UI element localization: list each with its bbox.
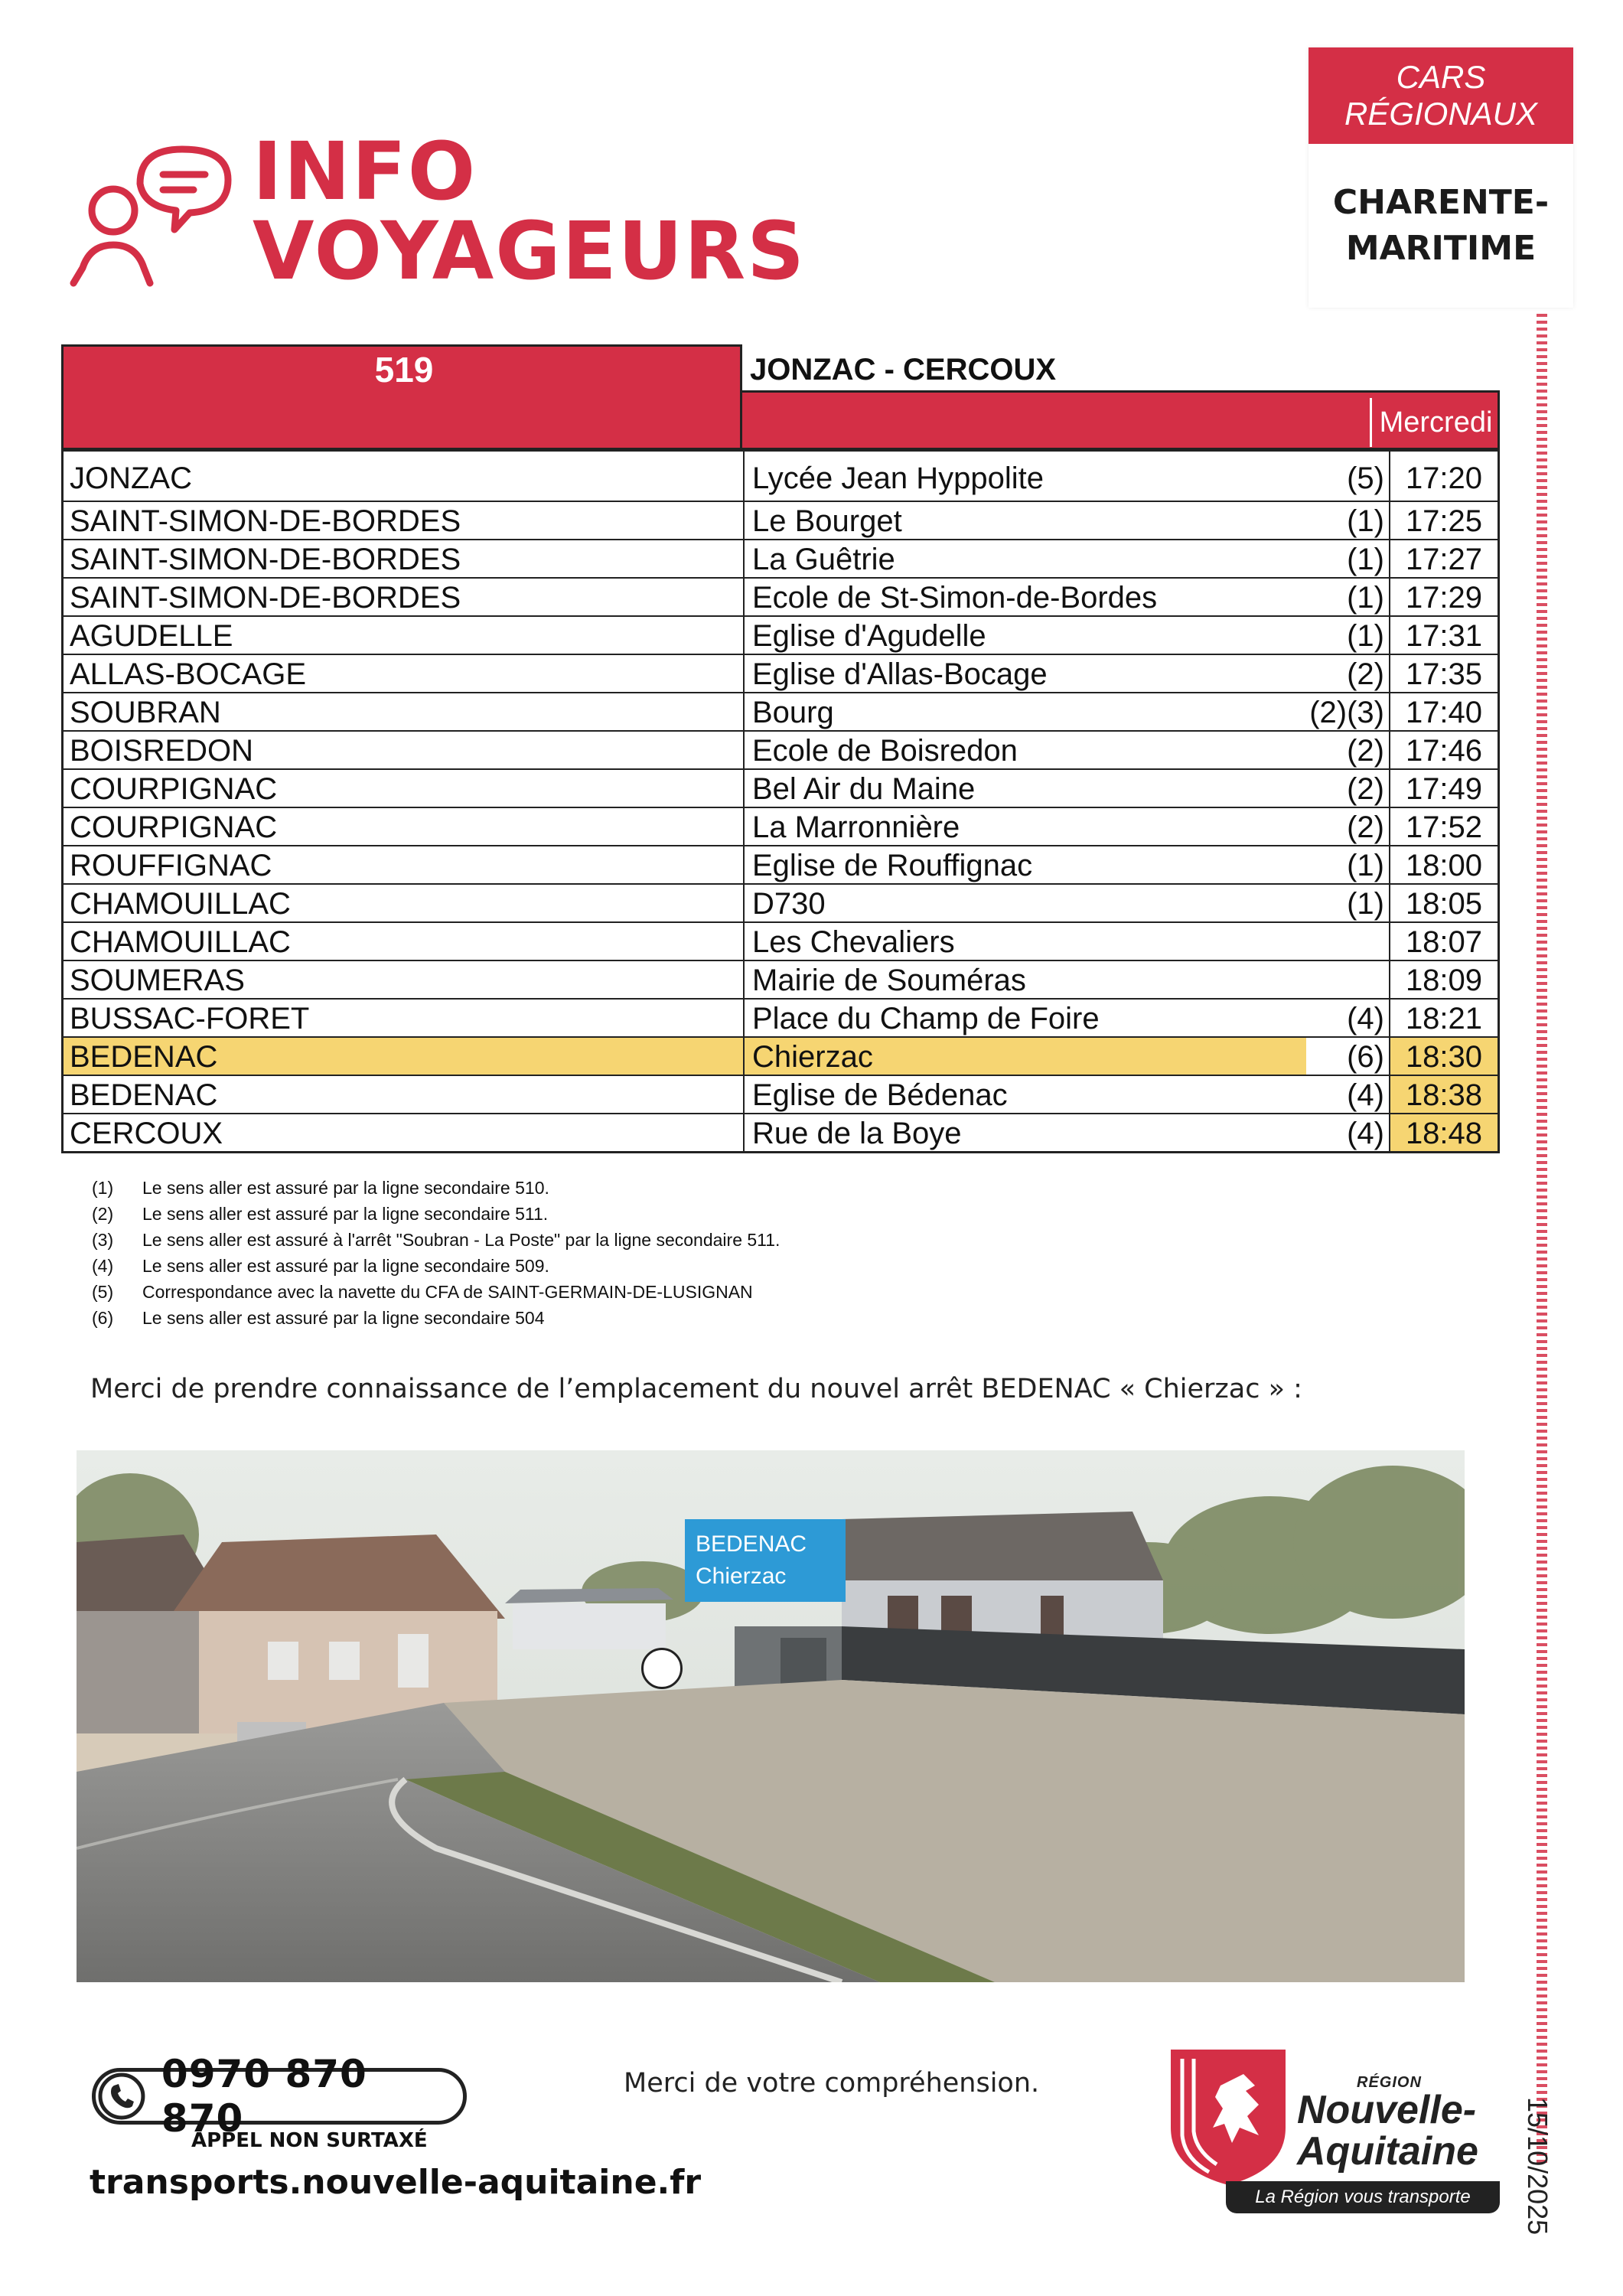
commune-cell: SOUMERAS <box>64 961 745 998</box>
note-cell: (5) <box>1306 452 1390 501</box>
stop-cell: La Marronnière <box>752 810 960 844</box>
time-cell: 18:30 <box>1390 1038 1498 1075</box>
note-cell: (1) <box>1306 579 1390 615</box>
note-cell: (4) <box>1306 1114 1390 1151</box>
note-cell: (2) <box>1306 808 1390 845</box>
stop-cell: Eglise d'Agudelle <box>752 619 986 653</box>
region-name-line1: Nouvelle- <box>1297 2088 1477 2132</box>
note-cell: (2)(3) <box>1306 693 1390 730</box>
time-cell: 17:25 <box>1405 504 1483 538</box>
note-cell: (2) <box>1306 655 1390 692</box>
stop-label-name: Chierzac <box>696 1564 787 1589</box>
time-cell: 17:35 <box>1405 657 1483 691</box>
table-row <box>64 998 1498 1036</box>
stop-location-label <box>685 1519 846 1602</box>
timetable-rows <box>61 450 1500 1153</box>
footnote <box>92 1253 780 1279</box>
note-cell: (2) <box>1306 770 1390 807</box>
title-line-info: INFO <box>253 125 477 218</box>
footnote <box>92 1305 780 1331</box>
stop-cell: Eglise d'Allas-Bocage <box>752 657 1048 691</box>
table-row <box>64 960 1498 998</box>
traveler-info-icon <box>67 138 240 291</box>
stop-marker-icon <box>641 1648 683 1689</box>
time-cell: 18:07 <box>1405 925 1483 959</box>
commune-cell: SAINT-SIMON-DE-BORDES <box>64 579 745 615</box>
table-row <box>64 845 1498 883</box>
stop-cell: Lycée Jean Hyppolite <box>752 461 1044 495</box>
route-name: JONZAC - CERCOUX <box>750 353 1057 386</box>
note-cell: (1) <box>1306 885 1390 921</box>
table-row <box>64 501 1498 539</box>
footnote-number: (2) <box>92 1204 114 1224</box>
region-tagline: La Région vous transporte <box>1226 2181 1500 2213</box>
brand-cars-regionaux <box>1309 47 1573 144</box>
line-number: 519 <box>374 350 434 390</box>
commune-cell: SOUBRAN <box>64 693 745 730</box>
time-cell: 18:48 <box>1390 1114 1498 1151</box>
brand-bottom-line2: MARITIME <box>1345 229 1537 268</box>
table-row <box>64 807 1498 845</box>
table-row <box>64 615 1498 654</box>
time-cell: 17:40 <box>1405 696 1483 729</box>
stop-cell: Mairie de Souméras <box>752 964 1026 997</box>
commune-cell: COURPIGNAC <box>64 770 745 807</box>
commune-cell: CHAMOUILLAC <box>64 923 745 960</box>
footnote-text: Le sens aller est assuré par la ligne secondaire 511. <box>142 1204 549 1224</box>
time-cell: 17:52 <box>1405 810 1483 844</box>
note-cell: (1) <box>1306 846 1390 883</box>
footnote <box>92 1227 780 1253</box>
commune-cell: CHAMOUILLAC <box>64 885 745 921</box>
page-title <box>253 125 807 298</box>
footnote-text: Le sens aller est assuré par la ligne secondaire 504 <box>142 1308 545 1328</box>
note-cell: (4) <box>1306 1000 1390 1036</box>
commune-cell: CERCOUX <box>64 1114 745 1151</box>
footnote-text: Le sens aller est assuré à l'arrêt "Soubran - La Poste" par la ligne secondaire 511. <box>142 1230 781 1250</box>
note-cell <box>1306 923 1390 960</box>
region-name-line2: Aquitaine <box>1297 2129 1478 2174</box>
time-cell: 18:09 <box>1405 964 1483 997</box>
time-cell: 18:38 <box>1390 1076 1498 1113</box>
stop-label-commune: BEDENAC <box>696 1531 807 1557</box>
stop-cell: Chierzac <box>745 1038 1306 1075</box>
commune-cell: COURPIGNAC <box>64 808 745 845</box>
time-cell: 17:29 <box>1405 581 1483 615</box>
title-line-voyageurs: VOYAGEURS <box>253 204 807 298</box>
time-cell: 18:21 <box>1405 1002 1483 1035</box>
brand-top-line2: RÉGIONAUX <box>1344 96 1538 132</box>
stop-cell: Les Chevaliers <box>752 925 955 959</box>
table-row <box>64 577 1498 615</box>
note-cell: (2) <box>1306 732 1390 768</box>
phone-icon <box>97 2072 146 2121</box>
table-row <box>64 768 1498 807</box>
table-row <box>64 450 1498 501</box>
decorative-side-stripe <box>1537 314 1547 2166</box>
footnote-text: Correspondance avec la navette du CFA de SAINT-GERMAIN-DE-LUSIGNAN <box>142 1282 753 1302</box>
stop-cell: Le Bourget <box>752 504 902 538</box>
footnote <box>92 1175 780 1201</box>
stop-cell: Eglise de Bédenac <box>752 1078 1008 1112</box>
commune-cell: BEDENAC <box>64 1038 745 1075</box>
thanks-message: Merci de votre compréhension. <box>624 2068 1040 2099</box>
timetable <box>61 344 1500 1163</box>
new-stop-notice: Merci de prendre connaissance de l’emplacement du nouvel arrêt BEDENAC « Chierzac » : <box>90 1374 1302 1404</box>
table-row <box>64 1075 1498 1113</box>
stop-cell: Ecole de St-Simon-de-Bordes <box>752 581 1158 615</box>
footnote <box>92 1279 780 1305</box>
stop-cell: La Guêtrie <box>752 543 895 576</box>
time-cell: 17:49 <box>1405 772 1483 806</box>
time-cell: 17:20 <box>1405 461 1483 495</box>
stop-cell: Ecole de Boisredon <box>752 734 1018 768</box>
note-cell: (6) <box>1306 1038 1390 1075</box>
brand-bottom-line1: CHARENTE- <box>1332 183 1550 222</box>
footnote-text: Le sens aller est assuré par la ligne secondaire 509. <box>142 1256 549 1276</box>
commune-cell: SAINT-SIMON-DE-BORDES <box>64 540 745 577</box>
phone-subtitle: APPEL NON SURTAXÉ <box>191 2129 428 2152</box>
time-cell: 18:00 <box>1405 849 1483 882</box>
time-cell: 17:31 <box>1405 619 1483 653</box>
footnote <box>92 1201 780 1227</box>
footnotes <box>92 1175 780 1331</box>
table-row <box>64 1036 1498 1075</box>
phone-number: 0970 870 870 <box>161 2052 367 2141</box>
stop-cell: Rue de la Boye <box>752 1117 962 1150</box>
footnote-number: (6) <box>92 1308 114 1328</box>
network-brand-badge <box>1309 47 1573 308</box>
brand-department <box>1309 144 1573 308</box>
commune-cell: BOISREDON <box>64 732 745 768</box>
website-link[interactable]: transports.nouvelle-aquitaine.fr <box>90 2163 702 2202</box>
time-cell: 18:05 <box>1405 887 1483 921</box>
footnote-number: (5) <box>92 1282 114 1302</box>
table-row <box>64 921 1498 960</box>
stop-cell: Bel Air du Maine <box>752 772 976 806</box>
footnote-number: (3) <box>92 1230 114 1250</box>
brand-top-line1: CARS <box>1396 59 1486 95</box>
note-cell: (1) <box>1306 617 1390 654</box>
region-crest-icon <box>1163 2043 1293 2189</box>
commune-cell: ROUFFIGNAC <box>64 846 745 883</box>
table-row <box>64 730 1498 768</box>
note-cell: (1) <box>1306 540 1390 577</box>
table-row <box>64 883 1498 921</box>
document-date: 15/10/2025 <box>1522 2097 1553 2236</box>
time-cell: 17:27 <box>1405 543 1483 576</box>
region-logo <box>1163 2043 1500 2219</box>
footnote-text: Le sens aller est assuré par la ligne secondaire 510. <box>142 1178 549 1198</box>
commune-cell: BEDENAC <box>64 1076 745 1113</box>
table-row <box>64 539 1498 577</box>
region-label: RÉGION <box>1357 2074 1422 2091</box>
table-row <box>64 654 1498 692</box>
commune-cell: AGUDELLE <box>64 617 745 654</box>
footnote-number: (1) <box>92 1178 114 1198</box>
footnote-number: (4) <box>92 1256 114 1276</box>
note-cell: (1) <box>1306 502 1390 539</box>
commune-cell: ALLAS-BOCAGE <box>64 655 745 692</box>
note-cell <box>1306 961 1390 998</box>
time-cell: 17:46 <box>1405 734 1483 768</box>
stop-cell: Eglise de Rouffignac <box>752 849 1033 882</box>
day-column-header: Mercredi <box>1370 398 1500 447</box>
stop-cell: Place du Champ de Foire <box>752 1002 1100 1035</box>
timetable-header-left <box>61 344 742 450</box>
stop-cell: D730 <box>752 887 826 921</box>
stop-cell: Bourg <box>752 696 834 729</box>
commune-cell: JONZAC <box>64 452 745 501</box>
commune-cell: SAINT-SIMON-DE-BORDES <box>64 502 745 539</box>
table-row <box>64 1113 1498 1151</box>
commune-cell: BUSSAC-FORET <box>64 1000 745 1036</box>
note-cell: (4) <box>1306 1076 1390 1113</box>
table-row <box>64 692 1498 730</box>
